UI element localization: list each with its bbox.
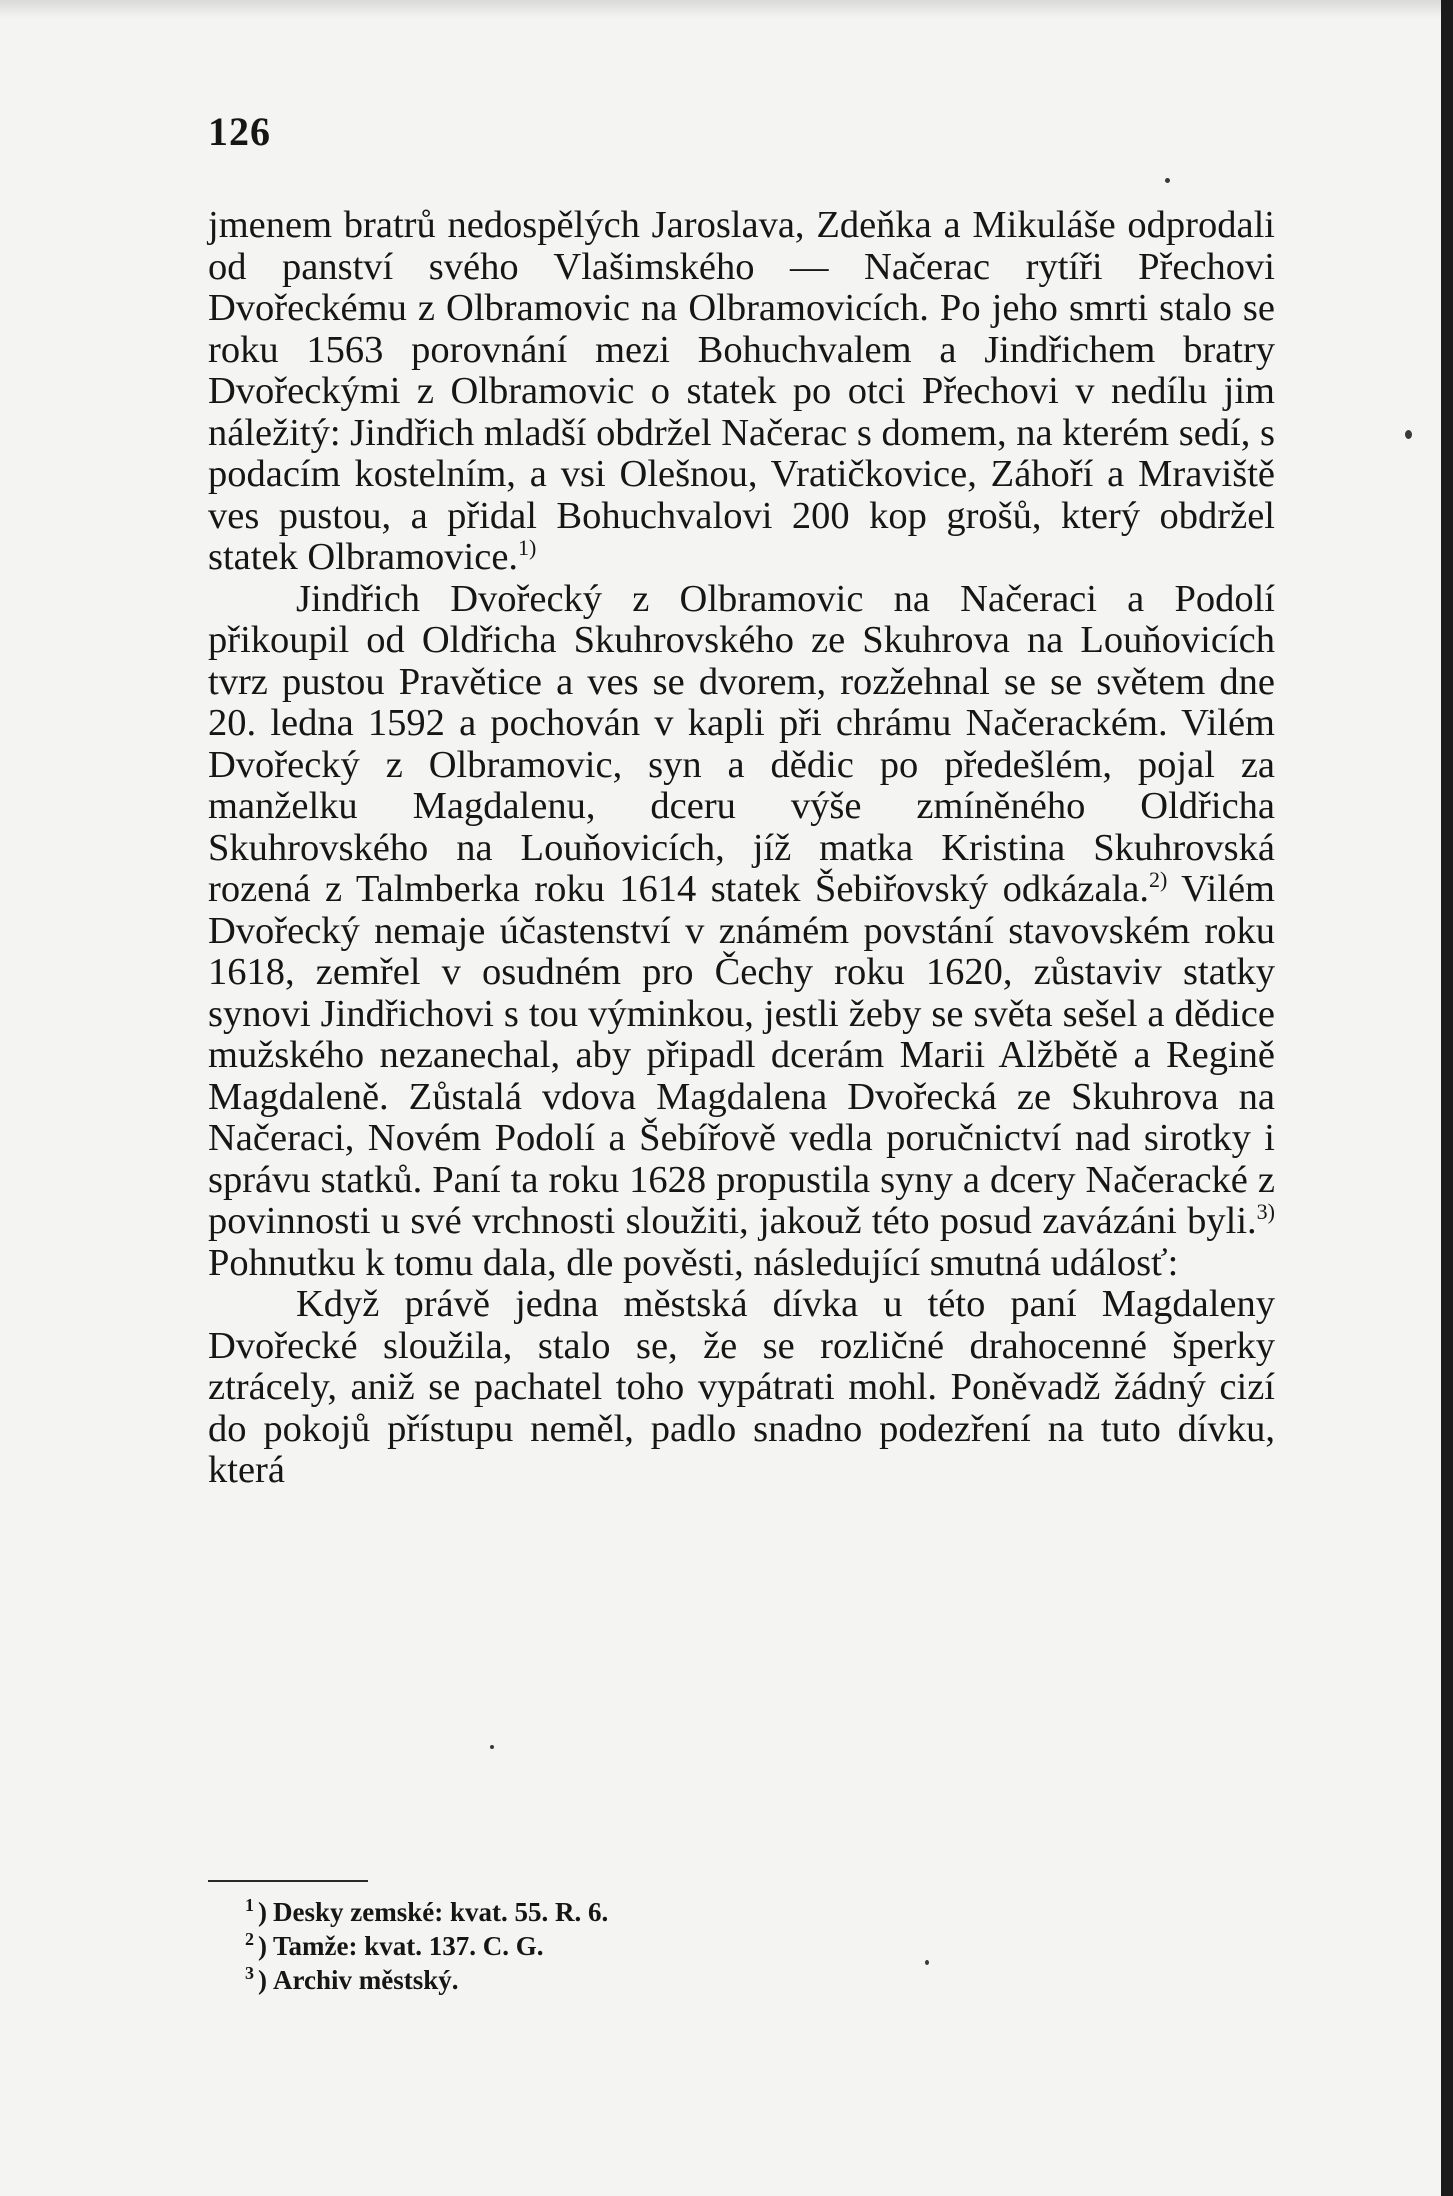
paragraph-text: Jindřich Dvořecký z Olbramovic na Načeraci a Podolí přikoupil od Oldřicha Skuhrovského ze Skuhrova na Louňovicích tvrz pustou Pravětice a ves se dvorem, rozžehnal se se světem dne 20. ledna 1592 a pochován v kapli při chrámu Načerackém. Vilém Dvořecký z Olbramovic, syn a dědic po předešlém, pojal za manželku Magdalenu, dceru výše zmíněného Oldřicha Skuhrovského na Louňovicích, jíž matka Kristina Skuhrovská rozená z Talmberka roku 1614 statek Šebiřovský odkázala. xyxy=(208,577,1275,910)
footnotes xyxy=(245,1895,608,1997)
footnote-text: Archiv městský. xyxy=(273,1965,459,1995)
footnote-mark-paren: ) xyxy=(258,1931,267,1961)
paragraph-text: Vilém Dvořecký nemaje účastenství v známém povstání stavovském roku 1618, zemřel v osudném pro Čechy roku 1620, zůstaviv statky synovi Jindřichovi s tou výminkou, jestli žeby se světa sešel a dědice mužského nezanechal, aby připadl dcerám Marii Alžbětě a Regině Magdaleně. Zůstalá vdova Magdalena Dvořecká ze Skuhrova na Načeraci, Novém Podolí a Šebířově vedla poručnictví nad sirotky i správu statků. Paní ta roku 1628 propustila syny a dcery Načeracké z povinnosti u své vrchnosti sloužiti, jakouž této posud zavázáni byli. xyxy=(208,868,1275,1242)
footnote-text: Desky zemské: kvat. 55. R. 6. xyxy=(273,1897,609,1927)
scan-speck xyxy=(490,1745,494,1749)
paragraph-text: jmenem bratrů nedospělých Jaroslava, Zdeňka a Mikuláše odprodali od panství svého Vlašimského — Načerac rytíři Přechovi Dvořeckému z Olbramovic na Olbramovicích. Po jeho smrti stalo se roku 1563 porovnání mezi Bohuchvalem a Jindřichem bratry Dvořeckými z Olbramovic o statek po otci Přechovi v nedílu jim náležitý: Jindřich mladší obdržel Načerac s domem, na kterém sedí, s podacím kostelním, a vsi Olešnou, Vratičkovice, Záhoří a Mraviště ves pustou, a přidal Bohuchvalovi 200 kop grošů, který obdržel statek Olbramovice. xyxy=(208,204,1275,578)
footnote-mark: 1 xyxy=(245,1895,254,1915)
scan-top-shadow xyxy=(0,0,1453,18)
footnote-item xyxy=(245,1963,608,1997)
paragraph xyxy=(208,205,1275,579)
scan-speck xyxy=(925,1960,929,1965)
footnote-reference[interactable]: 2) xyxy=(1149,867,1168,893)
body-text xyxy=(208,205,1275,1492)
scan-right-edge xyxy=(1441,0,1453,2196)
page-number: 126 xyxy=(208,109,271,154)
footnote-mark-paren: ) xyxy=(258,1965,267,1995)
footnote-item xyxy=(245,1895,608,1929)
paragraph-text: Pohnutku k tomu dala, dle pověsti, následující smutná událosť: xyxy=(208,1241,1179,1284)
footnote-divider xyxy=(208,1880,368,1882)
paragraph-text: Když právě jedna městská dívka u této paní Magdaleny Dvořecké sloužila, stalo se, že se rozličné drahocenné šperky ztrácely, aniž se pachatel toho vypátrati mohl. Poněvadž žádný cizí do pokojů přístupu neměl, padlo snadno podezření na tuto dívku, která xyxy=(208,1283,1275,1491)
footnote-reference[interactable]: 3) xyxy=(1256,1199,1275,1225)
paragraph xyxy=(208,579,1275,1285)
footnote-mark: 2 xyxy=(245,1929,254,1949)
footnote-item xyxy=(245,1929,608,1963)
footnote-reference[interactable]: 1) xyxy=(518,535,537,561)
footnote-mark-paren: ) xyxy=(258,1897,267,1927)
footnote-text: Tamže: kvat. 137. C. G. xyxy=(273,1931,544,1961)
paragraph xyxy=(208,1284,1275,1492)
scan-speck xyxy=(1405,430,1412,439)
scan-speck xyxy=(1165,178,1170,183)
footnote-mark: 3 xyxy=(245,1963,254,1983)
